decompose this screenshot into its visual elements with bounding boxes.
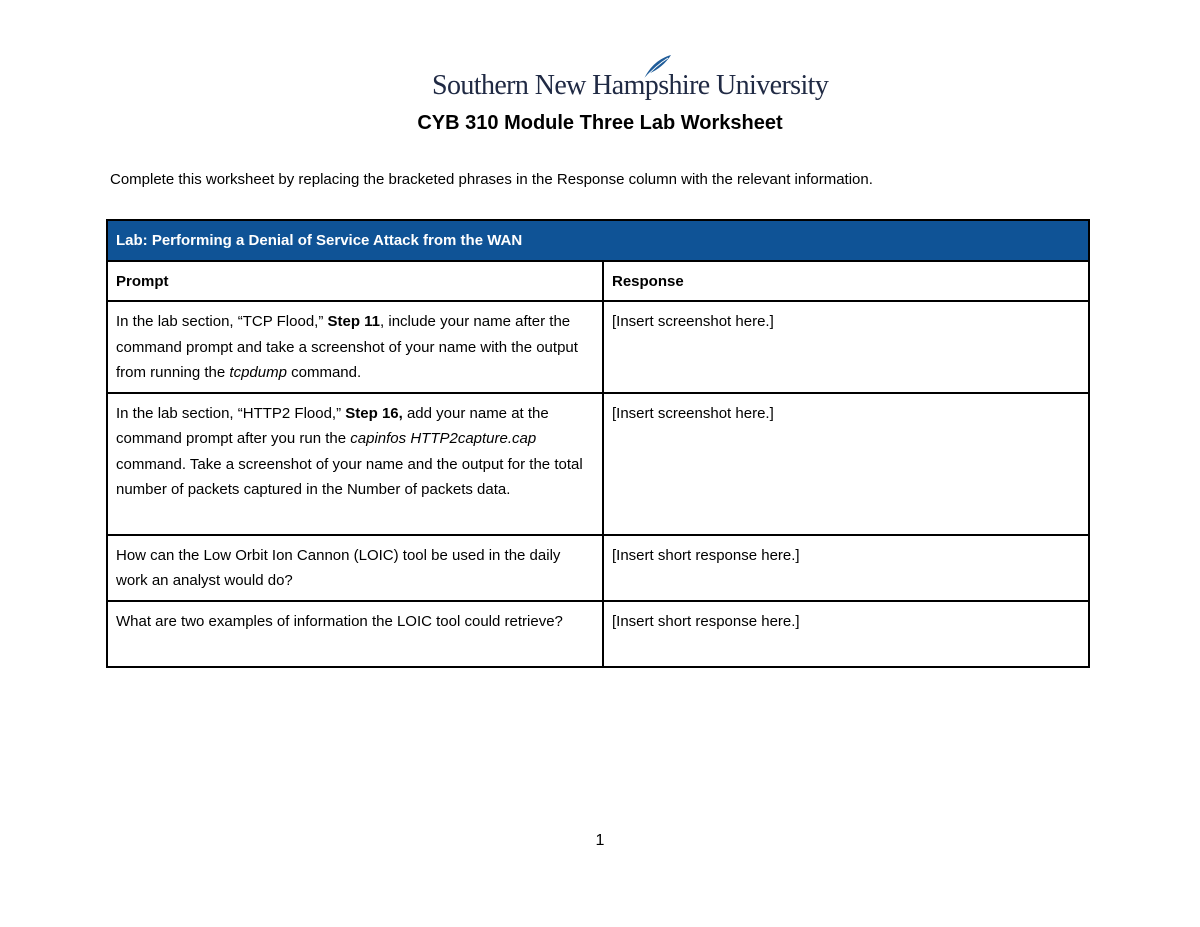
instructions-text: Complete this worksheet by replacing the bracketed phrases in the Response column with the relevant information. bbox=[110, 171, 873, 188]
document-title: CYB 310 Module Three Lab Worksheet bbox=[417, 112, 783, 134]
lab-header-row bbox=[107, 220, 1089, 261]
column-header-row bbox=[107, 261, 1089, 302]
lab-title: Lab: Performing a Denial of Service Attack from the WAN bbox=[107, 220, 1089, 261]
response-cell[interactable]: [Insert screenshot here.] bbox=[603, 301, 1089, 393]
university-logo bbox=[432, 54, 829, 104]
table-row bbox=[107, 301, 1089, 393]
prompt-cell: How can the Low Orbit Ion Cannon (LOIC) tool be used in the daily work an analyst would do? bbox=[107, 535, 603, 601]
step-reference: Step 11 bbox=[327, 313, 381, 330]
prompt-cell: In the lab section, “TCP Flood,” Step 11, include your name after the command prompt and take a screenshot of your name with the output from running the tcpdump command. bbox=[107, 301, 603, 393]
prompt-cell: What are two examples of information the LOIC tool could retrieve? bbox=[107, 601, 603, 667]
response-cell[interactable]: [Insert short response here.] bbox=[603, 535, 1089, 601]
step-reference: Step 16, bbox=[345, 404, 403, 422]
response-cell[interactable]: [Insert screenshot here.] bbox=[603, 393, 1089, 535]
command-name: capinfos HTTP2capture.cap bbox=[350, 430, 537, 447]
page-number: 1 bbox=[595, 832, 605, 849]
worksheet-table bbox=[106, 219, 1090, 668]
response-cell[interactable]: [Insert short response here.] bbox=[603, 601, 1089, 667]
command-name: tcpdump bbox=[229, 364, 287, 381]
column-header-prompt: Prompt bbox=[107, 261, 603, 302]
logo-text: Southern New Hampshire University bbox=[432, 70, 829, 101]
table-row bbox=[107, 601, 1089, 667]
table-row bbox=[107, 393, 1089, 535]
column-header-response: Response bbox=[603, 261, 1089, 302]
prompt-cell: In the lab section, “HTTP2 Flood,” Step 16, add your name at the command prompt after you run the capinfos HTTP2capture.cap command. Take a screenshot of your name and the output for the total number of packets captured in the Number of packets data. bbox=[107, 393, 603, 535]
table-row bbox=[107, 535, 1089, 601]
